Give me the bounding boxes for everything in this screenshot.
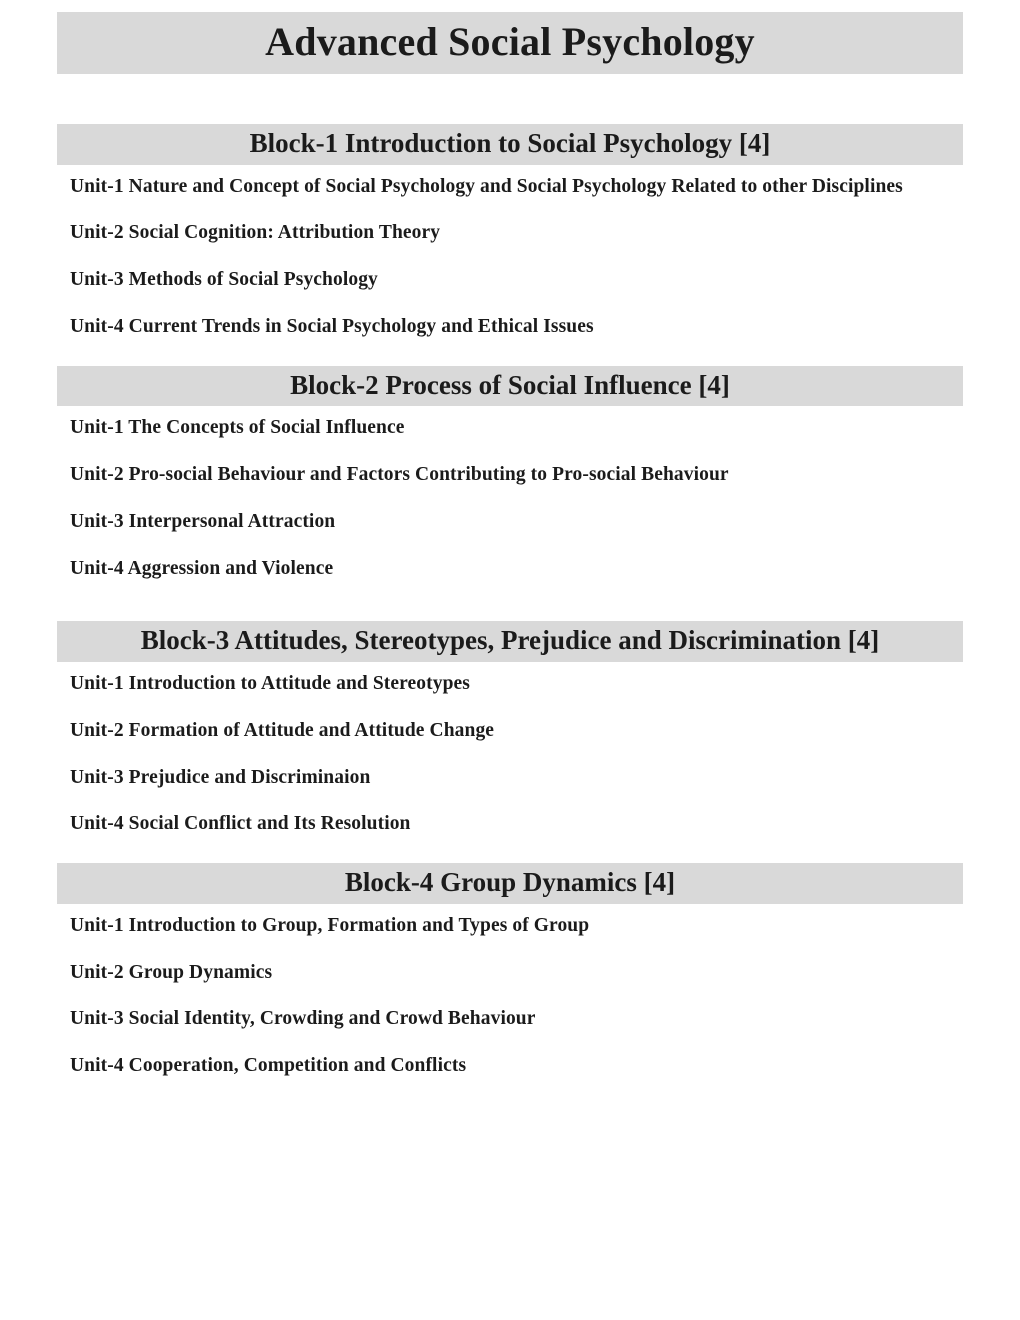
block-section-3	[57, 621, 963, 837]
unit-item: Unit-4 Social Conflict and Its Resolution	[70, 813, 411, 835]
title-banner	[57, 12, 963, 74]
unit-list	[57, 165, 963, 340]
unit-item: Unit-2 Pro-social Behaviour and Factors Contributing to Pro-social Behaviour	[70, 464, 729, 486]
unit-item: Unit-2 Group Dynamics	[70, 961, 273, 983]
unit-item: Unit-2 Formation of Attitude and Attitude Change	[70, 719, 495, 741]
unit-item: Unit-4 Aggression and Violence	[70, 557, 334, 579]
unit-item: Unit-1 Introduction to Group, Formation and Types of Group	[70, 914, 590, 936]
unit-item: Unit-1 Introduction to Attitude and Stereotypes	[70, 673, 470, 695]
unit-list	[57, 904, 963, 1079]
block-section-2	[57, 366, 963, 582]
block-heading: Block-2 Process of Social Influence [4]	[57, 366, 963, 407]
block-section-4	[57, 863, 963, 1079]
unit-item: Unit-3 Interpersonal Attraction	[70, 510, 336, 532]
block-heading: Block-4 Group Dynamics [4]	[57, 863, 963, 904]
unit-item: Unit-3 Methods of Social Psychology	[70, 269, 378, 291]
block-section-1	[57, 124, 963, 340]
unit-item: Unit-4 Current Trends in Social Psychology and Ethical Issues	[70, 315, 594, 337]
unit-item: Unit-2 Social Cognition: Attribution Theory	[70, 222, 441, 244]
unit-list	[57, 406, 963, 581]
unit-item: Unit-3 Social Identity, Crowding and Crowd Behaviour	[70, 1008, 536, 1030]
unit-item: Unit-1 The Concepts of Social Influence	[70, 417, 405, 439]
unit-item: Unit-4 Cooperation, Competition and Conflicts	[70, 1055, 467, 1077]
block-heading: Block-1 Introduction to Social Psychology [4]	[57, 124, 963, 165]
unit-item: Unit-3 Prejudice and Discriminaion	[70, 766, 371, 788]
unit-item: Unit-1 Nature and Concept of Social Psychology and Social Psychology Related to other Disciplines	[70, 175, 903, 197]
unit-list	[57, 662, 963, 837]
block-heading: Block-3 Attitudes, Stereotypes, Prejudice and Discrimination [4]	[57, 621, 963, 662]
page-title: Advanced Social Psychology	[265, 19, 755, 64]
